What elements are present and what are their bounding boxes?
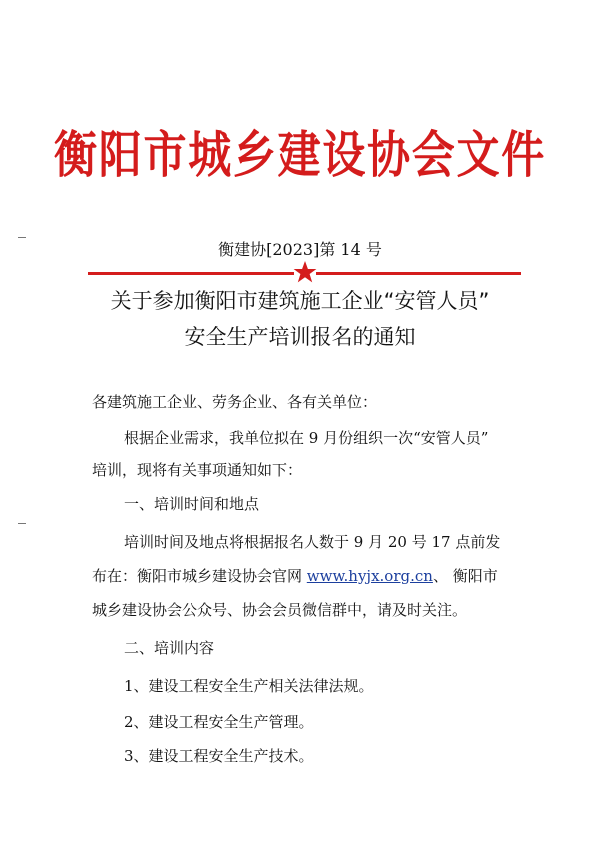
document-header-title: 衡阳市城乡建设协会文件: [54, 125, 546, 184]
scan-mark: [18, 237, 26, 238]
website-link[interactable]: www.hyjx.org.cn: [306, 567, 433, 585]
section-heading: 一、培训时间和地点: [124, 495, 260, 513]
star-icon: [293, 260, 317, 284]
list-item: 2、建设工程安全生产管理。: [124, 713, 314, 731]
paragraph-text: 、 衡阳市: [432, 567, 498, 585]
header-divider-left: [88, 272, 294, 275]
header-divider-right: [316, 272, 521, 275]
paragraph-line: [92, 566, 512, 586]
list-item: 3、建设工程安全生产技术。: [124, 747, 314, 765]
paragraph-line: 根据企业需求，我单位拟在 9 月份组织一次“安管人员”: [124, 429, 489, 447]
section-heading: 二、培训内容: [124, 639, 215, 657]
list-item: 1、建设工程安全生产相关法律法规。: [124, 677, 374, 695]
paragraph-line: 培训，现将有关事项通知如下：: [92, 461, 303, 479]
notice-title-line2: 安全生产培训报名的通知: [184, 325, 416, 349]
salutation: 各建筑施工企业、劳务企业、各有关单位：: [92, 393, 378, 411]
paragraph-text: 布在：衡阳市城乡建设协会官网: [92, 567, 307, 585]
paragraph-line: 培训时间及地点将根据报名人数于 9 月 20 号 17 点前发: [124, 533, 501, 551]
document-number: 衡建协[2023]第 14 号: [218, 240, 382, 259]
notice-title-line1: 关于参加衡阳市建筑施工企业“安管人员”: [110, 289, 490, 313]
scan-mark: [18, 523, 26, 524]
paragraph-line: 城乡建设协会公众号、协会会员微信群中，请及时关注。: [92, 601, 468, 619]
